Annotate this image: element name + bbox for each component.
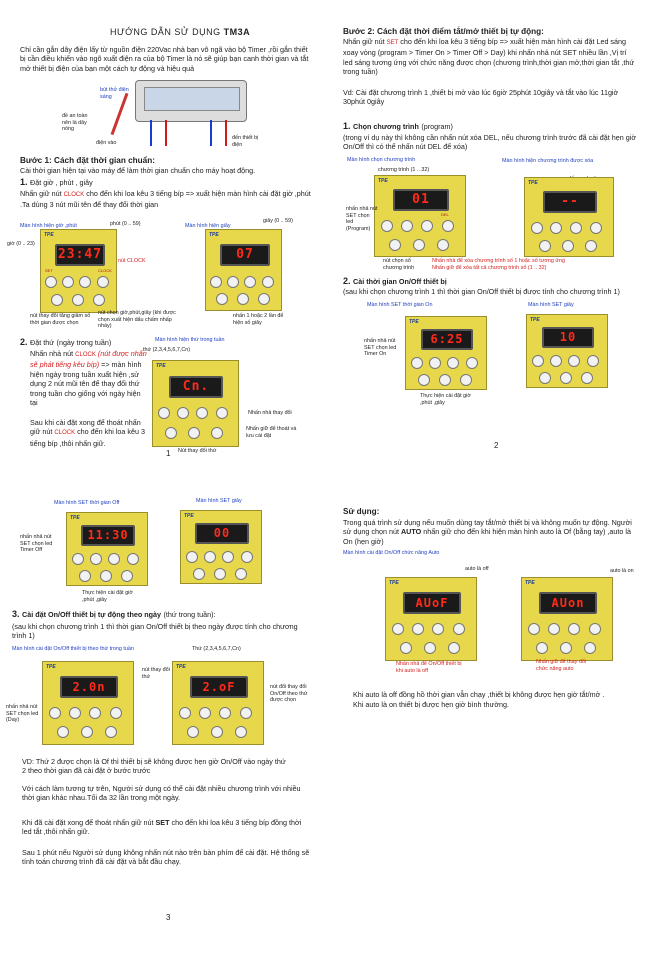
up-arrow-button[interactable] <box>79 276 91 288</box>
clock-button[interactable] <box>587 355 599 367</box>
timer-device-on-seconds <box>526 314 608 388</box>
out-button[interactable] <box>235 726 247 738</box>
left-arrow-button[interactable] <box>429 357 441 369</box>
set-button[interactable] <box>392 623 404 635</box>
clock-button[interactable] <box>262 276 274 288</box>
step2-example: Vd: Cài đặt chương trình 1 ,thiết bị mở vào lúc 6giờ 25phút 10giây và tắt vào lúc 11giờ 30phút 0giây <box>343 88 619 107</box>
left-arrow-button[interactable] <box>62 276 74 288</box>
note-auto-off: Nhấn nhả để On/Off thiết bị khi auto là off <box>396 661 462 674</box>
step1-item2-title: 2. Đặt thứ (ngày trong tuần) <box>20 337 112 347</box>
out-button[interactable] <box>121 570 133 582</box>
left-arrow-button[interactable] <box>412 623 424 635</box>
left-arrow-button[interactable] <box>90 553 102 565</box>
usage-title: Sử dụng: <box>343 507 380 516</box>
auto-button[interactable] <box>72 294 84 306</box>
caption-screen-off-sec: Màn hình SET giây <box>196 498 242 504</box>
in-button[interactable] <box>193 568 205 580</box>
caption-screen-s: Màn hình hiện giây <box>185 223 231 229</box>
up-arrow-button[interactable] <box>570 222 582 234</box>
caption-screen-week: Màn hình hiện thứ trong tuần <box>155 337 225 343</box>
note-change: Nhấn nhả thay đổi <box>248 410 292 416</box>
display-del: -- <box>543 191 597 213</box>
out-button[interactable] <box>585 240 597 252</box>
page-number-2: 2 <box>494 441 499 450</box>
caption-clock-btn: nút CLOCK <box>118 258 146 264</box>
up-arrow-button[interactable] <box>222 551 234 563</box>
auto-button[interactable] <box>188 427 200 439</box>
in-button[interactable] <box>400 642 412 654</box>
step2-title: Bước 2: Cách đặt thời điểm tắt/mở thiết bị tự động: <box>343 27 544 36</box>
timer-device-week <box>152 360 239 447</box>
clock-button[interactable] <box>97 276 109 288</box>
usage-p2: Khi auto là on thiết bị được hẹn giờ bình thường. <box>353 700 510 709</box>
left-arrow-button[interactable] <box>550 355 562 367</box>
timer-device-day-off <box>172 661 264 745</box>
set-button[interactable] <box>179 707 191 719</box>
in-button[interactable] <box>418 374 430 386</box>
brand-logo: TPE <box>409 319 419 325</box>
brand-logo: TPE <box>184 513 194 519</box>
in-button[interactable] <box>536 642 548 654</box>
caption-minute-range: phút (0 .. 59) <box>110 221 141 227</box>
out-button[interactable] <box>581 372 593 384</box>
del-button[interactable] <box>442 220 454 232</box>
label-test-pen: bút thử điện sáng <box>100 87 129 100</box>
note-off: nhấn nhả nút SET chọn led Timer Off <box>20 534 53 554</box>
caption-screen-day: Màn hình cài đặt On/Off thiết bị theo thứ trong tuần <box>12 646 134 652</box>
set-button[interactable] <box>531 222 543 234</box>
display-day-off: 2.oF <box>190 676 248 698</box>
display-on: 6:25 <box>421 329 473 350</box>
caption-screen-prog: Màn hình chọn chương trình <box>347 157 416 163</box>
usage-text: Trong quá trình sử dụng nếu muốn dùng tay tắt/mở thiết bị và không muốn tự động. Người sử dụng chọn nút AUTO nhấn giữ cho đến khi hiện màn hình auto là Of (bằng tay) ,auto là On (hẹn giờ) <box>343 518 632 546</box>
up-arrow-button[interactable] <box>568 623 580 635</box>
up-arrow-button[interactable] <box>108 553 120 565</box>
step3-p1: Với cách làm tương tự trên, Người sử dụng có thể cài đặt nhiều chương trình với nhiều thời gian khác nhau.Tối đa 32 lần trong một ngày. <box>22 784 301 803</box>
step2-s1-text: (trong ví dụ này thì không cần nhấn nút xóa DEL, nếu chương trình trước đã cài đặt hẹn giờ On/Off thì có thể nhấn nút DEL để xóa) <box>343 133 637 152</box>
timer-device-auto-off <box>385 577 477 661</box>
note-adj-on: Thực hiện cài đặt giờ ,phút ,giây <box>420 393 471 406</box>
caption-screen-hm: Màn hình hiện giờ ,phút <box>20 223 77 229</box>
note-adj-off: Thực hiện cài đặt giờ ,phút ,giây <box>82 590 133 603</box>
note-12: nhấn 1 hoặc 2 lần để hiện số giây <box>233 313 284 326</box>
step2-s1-title: 1. Chọn chương trình (program) <box>343 121 453 131</box>
step1-item1-text: Nhấn giữ nút CLOCK cho đến khi loa kêu 3 tiếng bíp => xuất hiện màn hình cài đặt giờ ,phút .Ta dùng 3 nút mũi tên để thay đổi thời gian <box>20 189 311 210</box>
timer-device-prog <box>374 175 466 257</box>
in-button[interactable] <box>539 372 551 384</box>
set-button[interactable] <box>49 707 61 719</box>
display-seconds: 07 <box>220 244 270 266</box>
brand-logo: TPE <box>209 232 219 238</box>
step2-s2-title: 2. Cài thời gian On/Off thiết bị <box>343 276 447 286</box>
left-arrow-button[interactable] <box>550 222 562 234</box>
auto-button[interactable] <box>237 293 249 305</box>
left-arrow-button[interactable] <box>177 407 189 419</box>
auto-button[interactable] <box>81 726 93 738</box>
left-arrow-button[interactable] <box>401 220 413 232</box>
up-arrow-button[interactable] <box>568 355 580 367</box>
btn-clock-label: CLOCK <box>98 268 112 273</box>
left-arrow-button[interactable] <box>227 276 239 288</box>
in-button[interactable] <box>79 570 91 582</box>
up-arrow-button[interactable] <box>89 707 101 719</box>
display-day-on: 2.0n <box>60 676 118 698</box>
clock-button[interactable] <box>127 553 139 565</box>
caption-screen-auto: Màn hình cài đặt On/Off chức năng Auto <box>343 550 440 556</box>
timer-device-seconds <box>205 229 282 311</box>
intro-text: Chỉ cần gắn dây điện lấy từ nguồn điện 220Vac nhà bạn vô ngã vào bộ Timer ,rồi gắn thiết bị cần điều khiển vào ngõ xuất điện ra của bộ Timer là nó sẽ giúp bạn canh thời gian và tắt mở thiết bị điện của bạn một cách tự động và hiệu quả <box>20 45 309 73</box>
step2-s2-text: (sau khi chọn chương trình 1 thì thời gian On/Off thiết bị được tính cho chương trình 1) <box>343 287 620 296</box>
timer-device-day-on <box>42 661 134 745</box>
set-button[interactable] <box>381 220 393 232</box>
timer-device-auto-on <box>521 577 613 661</box>
note-on: nhấn nhả nút SET chọn led Timer On <box>364 338 397 358</box>
in-button[interactable] <box>539 240 551 252</box>
in-button[interactable] <box>216 293 228 305</box>
page-number-1: 1 <box>166 449 171 458</box>
up-arrow-button[interactable] <box>421 220 433 232</box>
caption-hour-range: giờ (0 .. 23) <box>7 241 35 247</box>
out-button[interactable] <box>437 239 449 251</box>
timer-device-off-seconds <box>180 510 262 584</box>
auto-button[interactable] <box>560 642 572 654</box>
auto-button[interactable] <box>413 239 425 251</box>
timer-window <box>144 87 240 111</box>
note-sel-prog: nút chọn số chương trình <box>383 258 415 271</box>
set-button[interactable] <box>158 407 170 419</box>
usage-p1: Khi auto là off đồng hồ thời gian vẫn chạy ,thiết bị không được hẹn giờ tắt/mở . <box>353 690 605 699</box>
btn-set-label: SET <box>45 268 53 273</box>
auto-button[interactable] <box>424 642 436 654</box>
clock-button[interactable] <box>241 551 253 563</box>
caption-second-range: giây (0 .. 59) <box>263 218 293 224</box>
caption-screen-on-sec: Màn hình SET giây <box>528 302 574 308</box>
out-button[interactable] <box>448 642 460 654</box>
clock-button[interactable] <box>240 707 252 719</box>
brand-logo: TPE <box>525 580 535 586</box>
auto-button[interactable] <box>562 240 574 252</box>
brand-logo: TPE <box>389 580 399 586</box>
caption-prog-range: chương trình (1 .. 32) <box>378 167 430 173</box>
display-off: 11:30 <box>81 525 135 546</box>
auto-button[interactable] <box>214 568 226 580</box>
del-button[interactable] <box>590 222 602 234</box>
auto-button[interactable] <box>211 726 223 738</box>
step3-example: VD: Thứ 2 được chọn là Of thì thiết bị sẽ không được hẹn giờ On/Off vào ngày thứ 2 theo thời gian đã cài đặt ở bước trước <box>22 757 286 776</box>
clock-button[interactable] <box>110 707 122 719</box>
timer-device-off <box>66 512 148 586</box>
brand-logo: TPE <box>528 180 538 186</box>
in-button[interactable] <box>57 726 69 738</box>
btn-del-label: DEL <box>441 212 449 217</box>
out-button[interactable] <box>258 293 270 305</box>
display-on-seconds: 10 <box>542 327 594 348</box>
in-button[interactable] <box>187 726 199 738</box>
note-day-change: nút thay đổi thứ <box>142 667 170 680</box>
auto-button[interactable] <box>439 374 451 386</box>
brand-logo: TPE <box>176 664 186 670</box>
timer-device-on <box>405 316 487 390</box>
in-button[interactable] <box>51 294 63 306</box>
step1-item2-exit: Sau khi cài đặt xong để thoát nhấn giữ nút CLOCK cho đến khi loa kêu 3 tiếng bíp ,thôi nhấn giữ. <box>30 418 146 448</box>
caption-screen-on: Màn hình SET thời gian On <box>367 302 433 308</box>
out-button[interactable] <box>584 642 596 654</box>
up-arrow-button[interactable] <box>432 623 444 635</box>
caption-screen-off: Màn hình SET thời gian Off <box>54 500 120 506</box>
step1-subtitle: Cài thời gian hiện tại vào máy để làm thời gian chuẩn cho máy hoạt động. <box>20 166 256 175</box>
set-button[interactable] <box>528 623 540 635</box>
note-select: nút chọn giờ,phút,giây (khi được chọn xuất hiện dấu chấm nhấp nháy) <box>98 310 176 330</box>
display-prog: 01 <box>393 189 449 211</box>
step3-p2: Khi đã cài đặt xong để thoát nhấn giữ nút SET cho đến khi loa kêu 3 tiếng bíp đồng thời led tắt ,thôi nhấn giữ. <box>22 818 302 837</box>
auto-button[interactable] <box>100 570 112 582</box>
out-button[interactable] <box>93 294 105 306</box>
clock-button[interactable] <box>466 357 478 369</box>
set-button[interactable] <box>45 276 57 288</box>
display-auto-on: AUon <box>539 592 597 614</box>
label-power-in: điện vào <box>96 140 117 146</box>
left-arrow-button[interactable] <box>199 707 211 719</box>
step1-title: Bước 1: Cách đặt thời gian chuẩn: <box>20 156 155 165</box>
set-button[interactable] <box>532 355 544 367</box>
note-del1: Nhấn nhả để xóa chương trình số 1 hoặc số tương ứng <box>432 258 565 264</box>
label-safety: đề an toàn nên là dây nóng <box>62 113 88 133</box>
auto-button[interactable] <box>560 372 572 384</box>
up-arrow-button[interactable] <box>447 357 459 369</box>
left-page-title: HƯỚNG DẪN SỬ DỤNG TM3A <box>110 27 251 37</box>
set-button[interactable] <box>186 551 198 563</box>
in-button[interactable] <box>165 427 177 439</box>
caption-auto-off: auto là off <box>465 566 489 572</box>
caption-week-range: thứ (2,3,4,5,6,7,Cn) <box>143 347 191 353</box>
clock-button[interactable] <box>216 407 228 419</box>
page-number-3: 3 <box>166 913 171 922</box>
up-arrow-button[interactable] <box>219 707 231 719</box>
set-button[interactable] <box>72 553 84 565</box>
brand-logo: TPE <box>46 664 56 670</box>
set-button[interactable] <box>210 276 222 288</box>
note-onoff: nút đổi thay đổi On/Off theo thứ được chọn <box>270 684 308 704</box>
step1-item1-title: 1. Đặt giờ , phút , giây <box>20 177 93 187</box>
step2-text: Nhấn giữ nút SET cho đến khi loa kêu 3 tiếng bíp => xuất hiện màn hình cài đặt Led sáng xoay vòng (program > Timer On > Timer Off > Day) khi nhấn nhả nút SET nhiều lần ,Vị trí led sáng tương ứng với chức năng được chọn (chương trình,thời gian mở,thời gian tắt ,thứ trong tuần) <box>343 37 635 77</box>
note-hold: Nhấn giữ để thoát và lưu cài đặt <box>246 426 297 439</box>
brand-logo: TPE <box>70 515 80 521</box>
out-button[interactable] <box>235 568 247 580</box>
timer-device-time <box>40 229 117 313</box>
caption-week-range-2: Thứ (2,3,4,5,6,7,Cn) <box>192 646 241 652</box>
brand-logo: TPE <box>378 178 388 184</box>
left-arrow-button[interactable] <box>204 551 216 563</box>
note-set-day: nhấn nhả nút SET chọn led (Day) <box>6 704 39 724</box>
label-to-device: đến thiết bị điện <box>232 135 259 148</box>
out-button[interactable] <box>105 726 117 738</box>
caption-screen-del: Màn hình hiện chương trình được xóa <box>502 158 594 164</box>
up-arrow-button[interactable] <box>244 276 256 288</box>
note-del2: Nhấn giữ để xóa tất cả chương trình số (1 .. 32) <box>432 265 547 271</box>
caption-auto-on: auto là on <box>610 568 634 574</box>
display-auto-off: AUoF <box>403 592 461 614</box>
in-button[interactable] <box>389 239 401 251</box>
brand-logo: TPE <box>156 363 166 369</box>
display-off-seconds: 00 <box>195 523 249 544</box>
out-button[interactable] <box>211 427 223 439</box>
note-auto-on: Nhấn giữ để thay đổi chức năng auto <box>536 659 587 672</box>
display-week: Cn. <box>169 376 223 398</box>
display-time: 23:47 <box>55 244 105 266</box>
step3-p3: Sau 1 phút nếu Người sử dụng không nhấn nút nào trên bàn phím để cài đặt. Hệ thống sẽ tính toán chương trình đã cài đặt và bắt đầu chạy. <box>22 848 310 867</box>
note-day: Nút thay đổi thứ <box>178 448 217 454</box>
clock-button[interactable] <box>589 623 601 635</box>
timer-housing <box>135 80 247 122</box>
note-set-prog: nhấn nhả nút SET chọn led (Program) <box>346 206 378 232</box>
set-button[interactable] <box>411 357 423 369</box>
timer-device-del <box>524 177 614 257</box>
step3-subtitle: (sau khi chọn chương trình 1 thì thời gian On/Off thiết bị theo ngày được tính cho chương trình 1) <box>12 622 298 641</box>
clock-button[interactable] <box>453 623 465 635</box>
up-arrow-button[interactable] <box>196 407 208 419</box>
note-inc: nút thay đổi tăng giảm số thời gian được chọn <box>30 313 91 326</box>
left-arrow-button[interactable] <box>69 707 81 719</box>
left-arrow-button[interactable] <box>548 623 560 635</box>
out-button[interactable] <box>460 374 472 386</box>
brand-logo: TPE <box>44 232 54 238</box>
step3-title: 3. Cài đặt On/Off thiết bị tự động theo ngày (thứ trong tuần): <box>12 609 216 619</box>
brand-logo: TPE <box>530 317 540 323</box>
step1-item2-text: Nhấn nhả nút CLOCK (nút được nhấn sẽ phát tiếng kêu bíp) => màn hình hiện ngày trong tuần xuất hiện ,sử dụng 2 nút mũi tên để thay đổi thứ trong tuần cho giống với ngày hiện tại <box>30 349 147 408</box>
